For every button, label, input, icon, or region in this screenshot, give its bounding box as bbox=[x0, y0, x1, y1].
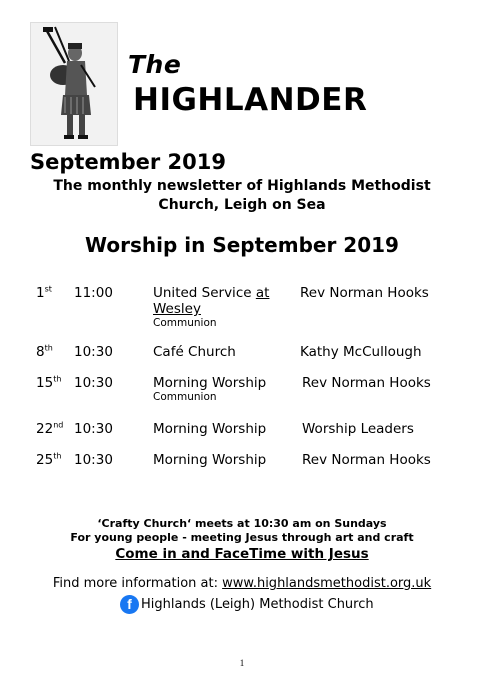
issue-date: September 2019 bbox=[30, 150, 226, 174]
service-time: 10:30 bbox=[74, 375, 113, 391]
more-info-line bbox=[0, 576, 484, 591]
service-note: Communion bbox=[153, 391, 217, 403]
service-venue-link[interactable]: at Wesley bbox=[153, 285, 270, 317]
service-leader: Rev Norman Hooks bbox=[302, 452, 431, 468]
facebook-row[interactable] bbox=[120, 593, 374, 615]
bagpiper-image bbox=[31, 23, 117, 145]
masthead-the: The bbox=[128, 50, 182, 79]
service-date: 8th bbox=[36, 343, 53, 360]
service-name: United Service at Wesley Communion bbox=[153, 285, 283, 330]
worship-heading: Worship in September 2019 bbox=[85, 233, 399, 257]
service-leader: Kathy McCullough bbox=[300, 344, 422, 360]
facebook-page-name: Highlands (Leigh) Methodist Church bbox=[141, 596, 374, 612]
service-date: 22nd bbox=[36, 420, 64, 437]
service-note: Communion bbox=[153, 317, 217, 329]
service-date: 15th bbox=[36, 374, 62, 391]
website-link[interactable]: www.highlandsmethodist.org.uk bbox=[222, 576, 432, 591]
crafty-church-line-1: ‘Crafty Church‘ meets at 10:30 am on Sundays bbox=[97, 517, 387, 530]
service-name: Morning Worship bbox=[153, 421, 267, 437]
service-time: 10:30 bbox=[74, 452, 113, 468]
service-name: Morning Worship Communion bbox=[153, 375, 303, 404]
service-leader: Rev Norman Hooks bbox=[300, 285, 429, 301]
subtitle-line-1: The monthly newsletter of Highlands Methodist bbox=[53, 178, 431, 194]
service-leader: Rev Norman Hooks bbox=[302, 375, 431, 391]
service-time: 10:30 bbox=[74, 421, 113, 437]
service-date: 25th bbox=[36, 451, 62, 468]
subtitle-line-2: Church, Leigh on Sea bbox=[158, 197, 326, 213]
service-time: 11:00 bbox=[74, 285, 113, 301]
more-info-prefix: Find more information at: bbox=[52, 576, 223, 591]
service-time: 10:30 bbox=[74, 344, 113, 360]
piper-illustration bbox=[30, 22, 118, 146]
masthead-title: HIGHLANDER bbox=[133, 82, 368, 118]
page-number: 1 bbox=[239, 658, 245, 668]
crafty-church-line-2: For young people - meeting Jesus through art and craft bbox=[70, 531, 414, 544]
crafty-church-tagline: Come in and FaceTime with Jesus bbox=[115, 546, 369, 562]
service-date: 1st bbox=[36, 284, 52, 301]
service-leader: Worship Leaders bbox=[302, 421, 414, 437]
service-name: Morning Worship bbox=[153, 452, 267, 468]
facebook-icon: f bbox=[120, 595, 139, 614]
service-name: Café Church bbox=[153, 344, 236, 360]
